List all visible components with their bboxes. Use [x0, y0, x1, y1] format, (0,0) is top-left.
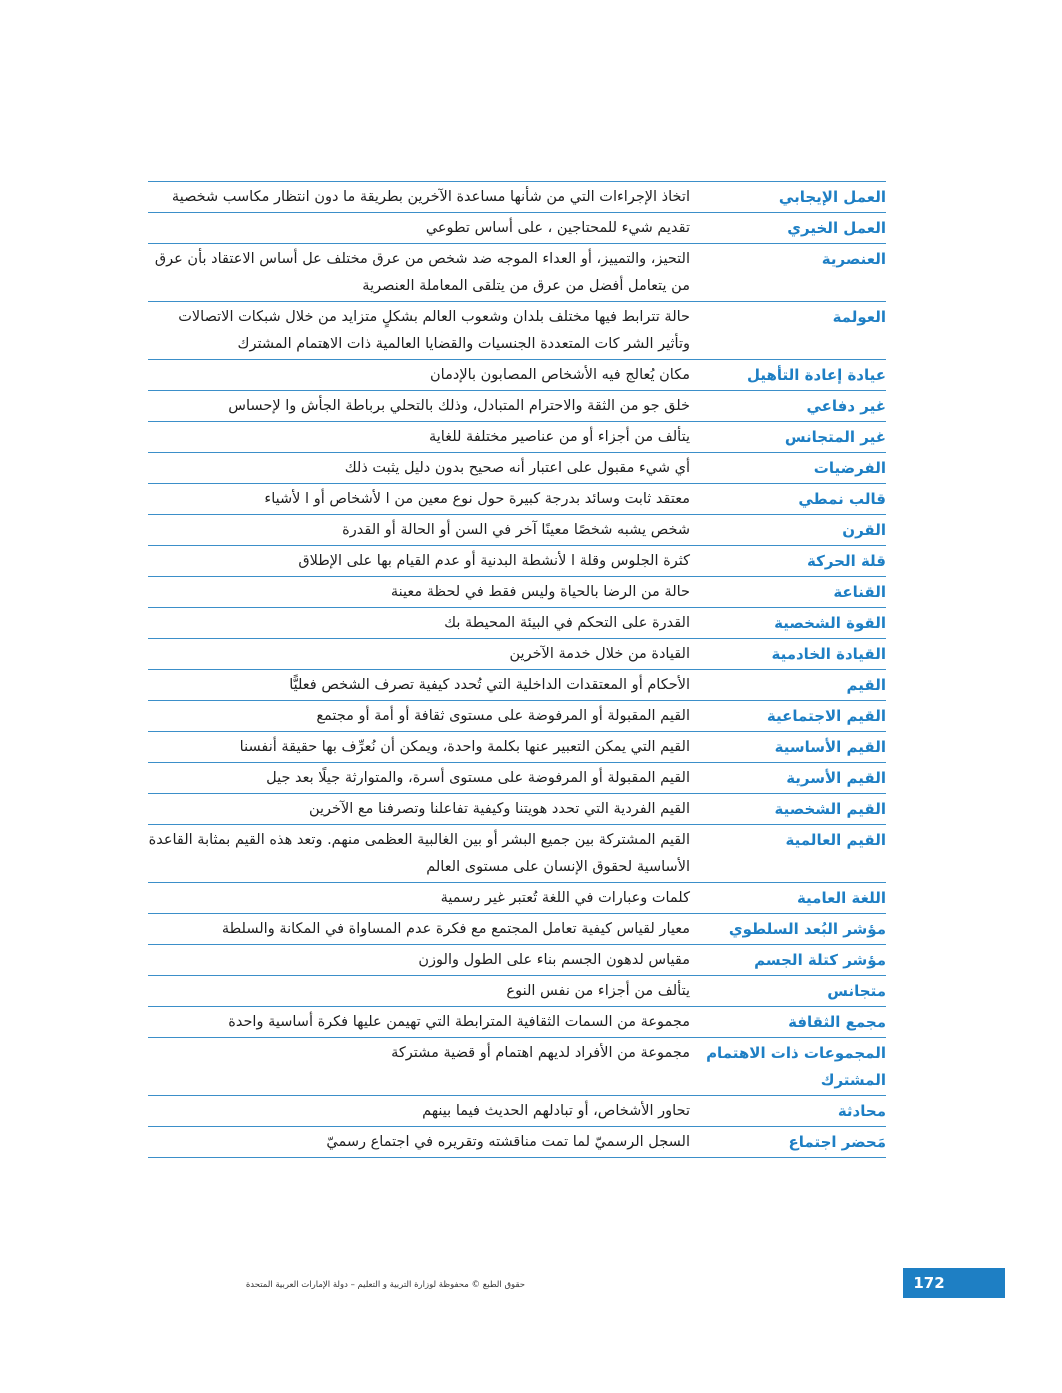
glossary-definition: كثرة الجلوس وقلة ا لأنشطة البدنية أو عدم القيام بها على الإطلاق — [298, 553, 690, 569]
glossary-term: القيم الاجتماعية — [766, 707, 886, 725]
glossary-row — [148, 244, 886, 302]
glossary-term: محادثة — [837, 1102, 886, 1120]
glossary-definition: التحيز، والتمييز، أو العداء الموجه ضد شخص من عرق مختلف عل أساس الاعتقاد بأن عرق من يتعامل أفضل من عرق من يتلقى المعاملة العنصرية — [154, 251, 690, 294]
glossary-term: غير المتجانس — [784, 428, 886, 446]
glossary-term: قالب نمطي — [798, 490, 886, 508]
glossary-term: مجمع الثقافة — [788, 1013, 886, 1031]
glossary-row — [148, 1007, 886, 1038]
glossary-definition: القيم الفردية التي تحدد هويتنا وكيفية تفاعلنا وتصرفنا مع الآخرين — [308, 801, 690, 817]
glossary-term: العولمة — [832, 308, 886, 326]
glossary-definition: خلق جو من الثقة والاحترام المتبادل، وذلك بالتحلي برباطة الجأش وا لإحساس — [228, 398, 690, 414]
glossary-definition: حالة من الرضا بالحياة وليس فقط في لحظة معينة — [390, 584, 690, 600]
glossary-term: مَحضر اجتماع — [788, 1133, 886, 1151]
glossary-term: القيم الأساسية — [774, 738, 886, 756]
glossary-definition: مجموعة من السمات الثقافية المترابطة التي تهيمن عليها فكرة أساسية واحدة — [228, 1014, 690, 1030]
glossary-row — [148, 391, 886, 422]
glossary-term: القوة الشخصية — [774, 614, 886, 632]
glossary-row — [148, 608, 886, 639]
glossary-term: القيم العالمية — [785, 831, 886, 849]
glossary-row — [148, 945, 886, 976]
glossary-term: مؤشر البُعد السلطوي — [728, 920, 886, 938]
glossary-term: مؤشر كتلة الجسم — [754, 951, 886, 969]
glossary-definition: حالة تترابط فيها مختلف بلدان وشعوب العالم بشكلٍ متزايد من خلال شبكات الاتصالات وتأثير الشر كات المتعددة الجنسيات والقضايا العالمية ذات الاهتمام المشترك — [178, 309, 690, 352]
glossary-definition: القدرة على التحكم في البيئة المحيطة بك — [444, 615, 690, 631]
glossary-row — [148, 1127, 886, 1158]
glossary-row — [148, 976, 886, 1007]
glossary-term: القيادة الخادمية — [771, 645, 886, 663]
glossary-row — [148, 639, 886, 670]
glossary-term: المجموعات ذات الاهتمام المشترك — [706, 1044, 886, 1089]
glossary-term: القيم الأسرية — [786, 769, 886, 787]
glossary-term: اللغة العامية — [796, 889, 886, 907]
glossary-term: القيم — [846, 676, 886, 694]
glossary-definition: أي شيء مقبول على اعتبار أنه صحيح بدون دليل يثبت ذلك — [344, 460, 690, 476]
glossary-definition: يتألف من أجزاء من نفس النوع — [506, 983, 690, 999]
glossary-row — [148, 883, 886, 914]
glossary-definition: القيم المشتركة بين جميع البشر أو بين الغالبية العظمى منهم. وتعد هذه القيم بمثابة القاعدة الأساسية لحقوق الإنسان على مستوى العالم — [148, 832, 690, 875]
glossary-definition: تحاور الأشخاص، أو تبادلهم الحديث فيما بينهم — [422, 1103, 690, 1119]
glossary-definition: القيم التي يمكن التعبير عنها بكلمة واحدة، ويمكن أن نُعرِّف بها حقيقة أنفسنا — [239, 739, 690, 755]
copyright-notice: حقوق الطبع © محفوظة لوزارة التربية و التعليم – دولة الإمارات العربية المتحدة — [245, 1280, 525, 1290]
glossary-row — [148, 515, 886, 546]
glossary-term: القناعة — [833, 583, 886, 601]
glossary-row — [148, 213, 886, 244]
glossary-row — [148, 670, 886, 701]
glossary-row — [148, 182, 886, 213]
glossary-row — [148, 701, 886, 732]
glossary-definition: القيم المقبولة أو المرفوضة على مستوى أسرة، والمتوارثة جيلًا بعد جيل — [266, 770, 690, 786]
glossary-row — [148, 763, 886, 794]
glossary-definition: كلمات وعبارات في اللغة تُعتبر غير رسمية — [440, 890, 690, 906]
glossary-term: قلة الحركة — [807, 552, 886, 570]
glossary-row — [148, 577, 886, 608]
page-number: 172 — [913, 1274, 945, 1292]
glossary-definition: معيار لقياس كيفية تعامل المجتمع مع فكرة عدم المساواة في المكانة والسلطة — [221, 921, 690, 937]
glossary-row — [148, 484, 886, 515]
glossary-definition: القيادة من خلال خدمة الآخرين — [509, 646, 690, 662]
glossary-definition: شخص يشبه شخصًا معينًا آخر في السن أو الحالة أو القدرة — [342, 522, 690, 538]
glossary-term: العمل الخيري — [787, 219, 886, 237]
glossary-row — [148, 732, 886, 763]
glossary-row — [148, 422, 886, 453]
glossary-term: العنصرية — [821, 250, 886, 268]
glossary-term: العمل الإيجابي — [778, 188, 886, 206]
glossary-term: القيم الشخصية — [774, 800, 886, 818]
glossary-row — [148, 546, 886, 577]
glossary-row — [148, 914, 886, 945]
glossary-term: غير دفاعي — [806, 397, 886, 415]
glossary-table — [148, 181, 886, 1158]
glossary-row — [148, 825, 886, 883]
glossary-row — [148, 453, 886, 484]
glossary-row — [148, 360, 886, 391]
glossary-definition: الأحكام أو المعتقدات الداخلية التي تُحدد كيفية تصرف الشخص فعليًّا — [289, 677, 690, 693]
glossary-definition: مقياس لدهون الجسم بناء على الطول والوزن — [418, 952, 690, 968]
glossary-term: القرن — [842, 521, 886, 539]
glossary-definition: تقديم شيء للمحتاجين ، على أساس تطوعي — [425, 220, 690, 236]
glossary-definition: معتقد ثابت وسائد بدرجة كبيرة حول نوع معين من ا لأشخاص أو ا لأشياء — [264, 491, 690, 507]
glossary-definition: مجموعة من الأفراد لديهم اهتمام أو قضية مشتركة — [391, 1045, 690, 1061]
glossary-definition: يتألف من أجزاء أو من عناصير مختلفة للغاية — [429, 429, 690, 445]
glossary-row — [148, 794, 886, 825]
glossary-row — [148, 1096, 886, 1127]
glossary-row — [148, 1038, 886, 1096]
glossary-definition: القيم المقبولة أو المرفوضة على مستوى ثقافة أو أمة أو مجتمع — [316, 708, 690, 724]
glossary-definition: اتخاذ الإجراءات التي من شأنها مساعدة الآخرين بطريقة ما دون انتظار مكاسب شخصية — [171, 189, 690, 205]
glossary-definition: مكان يُعالج فيه الأشخاص المصابون بالإدمان — [430, 367, 690, 383]
glossary-row — [148, 302, 886, 360]
glossary-term: الفرضيات — [813, 459, 886, 477]
glossary-term: عيادة إعادة التأهيل — [746, 366, 886, 384]
glossary-definition: السجل الرسميّ لما تمت مناقشته وتقريره في اجتماع رسميّ — [326, 1134, 690, 1150]
glossary-term: متجانس — [827, 982, 886, 1000]
